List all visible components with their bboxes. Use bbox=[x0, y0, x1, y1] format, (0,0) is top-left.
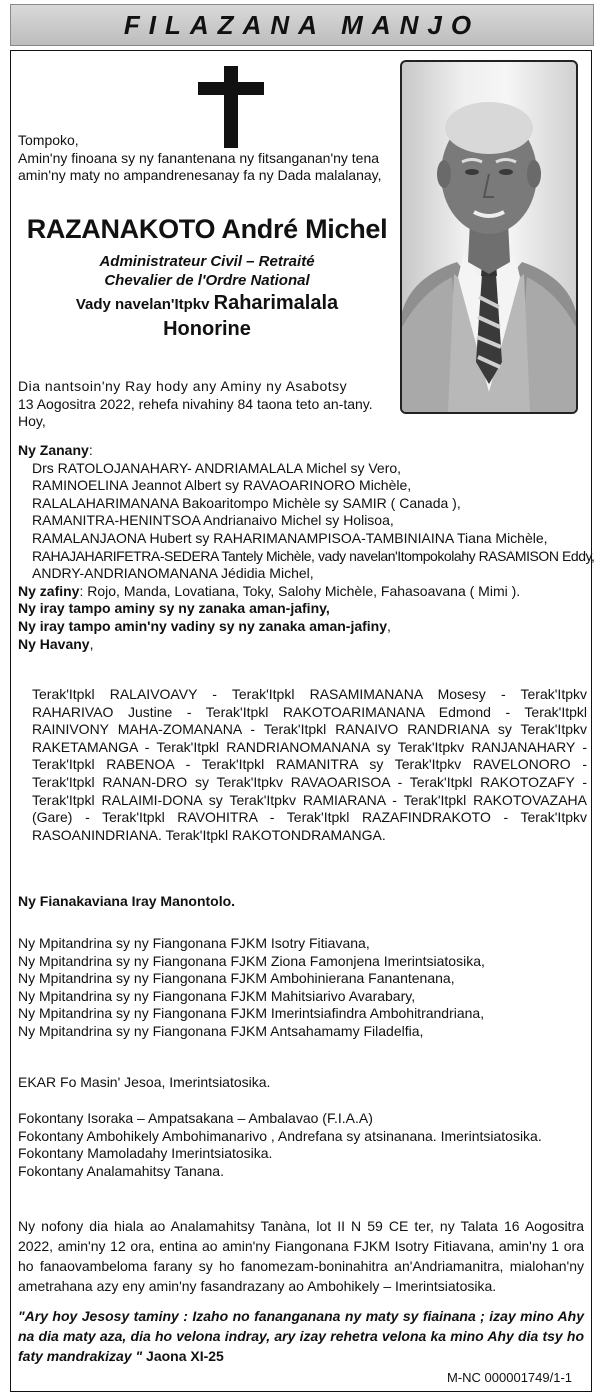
portrait-photo bbox=[400, 60, 578, 414]
quote-text: "Ary hoy Jesosy taminy : Izaho no fananganana ny maty sy fiainana ; izay mino Ahy na dia maty aza, dia ho velona indray, ary izay rehetra velona ka mino Ahy dia tsy ho faty mandrakizay " bbox=[18, 1308, 584, 1364]
death-notice bbox=[18, 378, 373, 431]
child-item: RAMANITRA-HENINTSOA Andrianaivo Michel sy Holisoa, bbox=[32, 512, 394, 529]
family-line: Ny Fianakaviana Iray Manontolo. bbox=[18, 893, 236, 909]
death-line: Dia nantsoin'ny Ray hody any Aminy ny Asabotsy bbox=[18, 378, 348, 394]
relatives-text: Terak'Itpkl RALAIVOAVY - Terak'Itpkl RASAMIMANANA Mosesy - Terak'Itpkv RAHARIVAO Justine - Terak'Itpkl RAKOTOARIMANANA Edmond - Terak'Itpkl RAINIVONY MAHA-ZOMANANA - Terak'Itpkl RANAIVO RANDRIANA sy Terak'Itpkv RAKETAMANGA - Terak'Itpkl RANDRIANOMANANA sy Terak'Itpkv RANJANAHARY - Terak'Itpkl RABENOA - Terak'Itpkl RAMANITRA sy Terak'Itpkv RAVELONORO - Terak'Itpkl RANAN-DRO sy Terak'Itpkv RAVAOARISOA - Terak'Itpkl RAKOTOZAFY - Terak'Itpkl RALAIMI-DONA sy Terak'Itpkv RAMIARANA - Terak'Itpkl RAKOTOVAZAHA (Gare) - Terak'Itpkl RAVOHITRA - Terak'Itpkl RAZAFINDRAKOTO - Terak'Itpkv RASOANINDRIANA. Terak'Itpkl RAKOTONDRAMANGA. bbox=[32, 686, 587, 843]
fokontany-item: Fokontany Ambohikely Ambohimanarivo , Andrefana sy atsinanana. Imerintsiatosika. bbox=[18, 1127, 542, 1144]
death-line: 13 Aogositra 2022, rehefa nivahiny 84 taona teto an-tany. bbox=[18, 395, 373, 412]
spouse-prefix: Vady navelan'Itpkv bbox=[75, 296, 210, 313]
reference-code: M-NC 000001749/1-1 bbox=[447, 1370, 573, 1385]
spouse-line bbox=[22, 292, 392, 316]
church-item: Ny Mpitandrina sy ny Fiangonana FJKM Isotry Fitiavana, bbox=[18, 935, 370, 951]
bible-quote bbox=[18, 1306, 584, 1366]
deceased-name: RAZANAKOTO André Michel bbox=[26, 214, 388, 244]
children-section bbox=[18, 442, 595, 653]
title-line: Chevalier de l'Ordre National bbox=[104, 272, 310, 289]
ekar-line: EKAR Fo Masin' Jesoa, Imerintsiatosika. bbox=[18, 1074, 271, 1090]
deceased-titles bbox=[22, 252, 392, 342]
church-item: Ny Mpitandrina sy ny Fiangonana FJKM Ambohinierana Fanantenana, bbox=[18, 970, 455, 987]
intro-text bbox=[18, 132, 382, 185]
intro-line: Tompoko, bbox=[18, 132, 79, 148]
relatives-heading-suffix: , bbox=[89, 635, 94, 652]
quote-reference: Jaona XI-25 bbox=[146, 1348, 224, 1364]
fokontany-list bbox=[18, 1110, 542, 1180]
church-item: Ny Mpitandrina sy ny Fiangonana FJKM Ziona Famonjena Imerintsiatosika, bbox=[18, 952, 485, 969]
child-item: RAMINOELINA Jeannot Albert sy RAVAOARINORO Michèle, bbox=[32, 477, 412, 494]
title-line: Administrateur Civil – Retraité bbox=[99, 253, 315, 270]
fokontany-item: Fokontany Analamahitsy Tanana. bbox=[18, 1162, 224, 1179]
fokontany-item: Fokontany Isoraka – Ampatsakana – Ambalavao (F.I.A.A) bbox=[18, 1110, 373, 1126]
siblings-line: Ny iray tampo aminy sy ny zanaka aman-jafiny, bbox=[18, 600, 330, 617]
intro-line: Amin'ny finoana sy ny fanantenana ny fitsanganan'ny tena bbox=[18, 149, 380, 166]
child-item: RAHAJAHARIFETRA-SEDERA Tantely Michèle, vady navelan'Itompokolahy RASAMISON Eddy, bbox=[32, 547, 595, 564]
fokontany-item: Fokontany Mamoladahy Imerintsiatosika. bbox=[18, 1145, 273, 1162]
spouse-siblings-suffix: , bbox=[387, 617, 391, 634]
child-item: ANDRY-ANDRIANOMANANA Jédidia Michel, bbox=[32, 565, 314, 582]
church-item: Ny Mpitandrina sy ny Fiangonana FJKM Antsahamamy Filadelfia, bbox=[18, 1022, 424, 1039]
grandchildren-text: : Rojo, Manda, Lovatiana, Toky, Salohy Michèle, Fahasoavana ( Mimi ). bbox=[79, 582, 521, 599]
church-item: Ny Mpitandrina sy ny Fiangonana FJKM Imerintsiafindra Ambohitrandriana, bbox=[18, 1005, 485, 1022]
children-heading: Ny Zanany bbox=[18, 442, 89, 458]
intro-line: amin'ny maty no ampandrenesanay fa ny Dada malalanay, bbox=[18, 167, 382, 184]
relatives-heading: Ny Havany bbox=[18, 635, 90, 652]
church-item: Ny Mpitandrina sy ny Fiangonana FJKM Mahitsiarivo Avarabary, bbox=[18, 987, 416, 1004]
children-heading-suffix: : bbox=[88, 442, 93, 458]
churches-list bbox=[18, 935, 485, 1041]
portrait-illustration bbox=[402, 62, 576, 412]
spouse-siblings-line: Ny iray tampo amin'ny vadiny sy ny zanaka aman-jafiny bbox=[18, 617, 388, 634]
death-line: Hoy, bbox=[18, 413, 46, 430]
child-item: RAMALANJAONA Hubert sy RAHARIMANAMPISOA-TAMBINIAINA Tiana Michèle, bbox=[32, 529, 548, 546]
child-item: RALALAHARIMANANA Bakoaritompo Michèle sy SAMIR ( Canada ), bbox=[32, 494, 461, 511]
child-item: Drs RATOLOJANAHARY- ANDRIAMALALA Michel sy Vero, bbox=[32, 459, 402, 476]
funeral-details: Ny nofony dia hiala ao Analamahitsy Tanàna, lot II N 59 CE ter, ny Talata 16 Aogositra 2022, amin'ny 12 ora, entina ao amin'ny Fiangonana FJKM Isotry Fitiavana, amin'ny 1 ora ho fanaovambeloma farany sy ho fanomezam-boninahitra an'Andriamanitra, mialohan'ny ametrahana azy eny amin'ny fasandrazany ao Ambohikely – Imerintsiatosika. bbox=[18, 1218, 584, 1294]
spouse-name-2: Honorine bbox=[163, 318, 251, 340]
grandchildren-heading: Ny zafiny bbox=[18, 582, 80, 599]
banner-title: FILAZANA MANJO bbox=[10, 4, 594, 46]
spouse-name: Raharimalala bbox=[213, 292, 339, 314]
